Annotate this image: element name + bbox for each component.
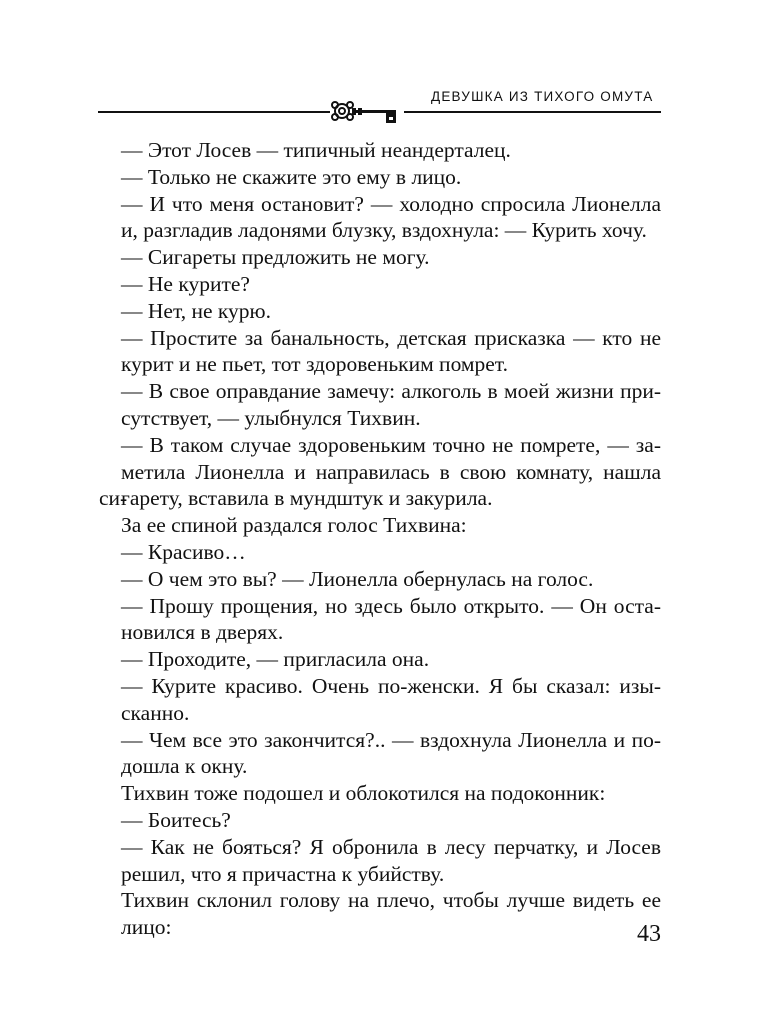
text-line: — Этот Лосев — типичный неандерталец. [121, 138, 511, 162]
text-line: — И что меня остановит? — холодно спросила Лионелла [121, 191, 661, 216]
text-line: — Нет, не курю. [121, 298, 271, 323]
text-line: лицо: [121, 915, 172, 940]
text-line: — В свое оправдание замечу: алкоголь в моей жизни при- [121, 379, 661, 404]
text-line: — Проходите, — пригласила она. [121, 647, 430, 672]
text-line: — Чем все это закончится?.. — вздохнула Лионелла и по- [121, 727, 661, 752]
text-line: — Только не скажите это ему в лицо. [121, 164, 462, 189]
text-line: новился в дверях. [121, 620, 284, 645]
text-line: сутствует, — улыбнулся Тихвин. [121, 405, 421, 430]
key-ornament-icon [330, 99, 404, 127]
text-line: — Прошу прощения, но здесь было открыто. — Он оста- [121, 593, 661, 618]
text-line: За ее спиной раздался голос Тихвина: [121, 513, 467, 538]
text-line: — Простите за банальность, детская присказка — кто не [121, 325, 661, 350]
text-line: решил, что я причастна к убийству. [121, 861, 445, 886]
page-number: 43 [637, 921, 661, 947]
body-text [99, 137, 661, 941]
text-line: дошла к окну. [121, 754, 248, 779]
text-line: Тихвин тоже подошел и облокотился на подоконник: [121, 781, 606, 806]
text-line: — Боитесь? [121, 807, 231, 832]
text-line: — О чем это вы? — Лионелла обернулась на голос. [121, 566, 594, 591]
text-line: — Не курите? [121, 271, 250, 296]
text-line: курит и не пьет, тот здоровеньким помрет. [121, 352, 508, 377]
text-line: — Красиво… [121, 539, 246, 564]
text-line: Тихвин склонил голову на плечо, чтобы лучше видеть ее [121, 888, 661, 913]
running-head: ДЕВУШКА ИЗ ТИХОГО ОМУТА [431, 89, 654, 104]
text-line: метила Лионелла и направилась в свою комнату, нашла си- [99, 459, 661, 511]
text-line: и, разгладив ладонями блузку, вздохнула: — Курить хочу. [121, 218, 647, 243]
text-line: — В таком случае здоровеньким точно не помрете, — за- [121, 432, 661, 457]
text-line: сканно. [121, 700, 190, 725]
text-line: — Сигареты предложить не могу. [121, 245, 430, 270]
text-line: гарету, вставила в мундштук и закурила. [121, 486, 493, 511]
text-line: — Курите красиво. Очень по-женски. Я бы сказал: изы- [121, 673, 661, 698]
text-line: — Как не бояться? Я обронила в лесу перчатку, и Лосев [121, 834, 661, 859]
